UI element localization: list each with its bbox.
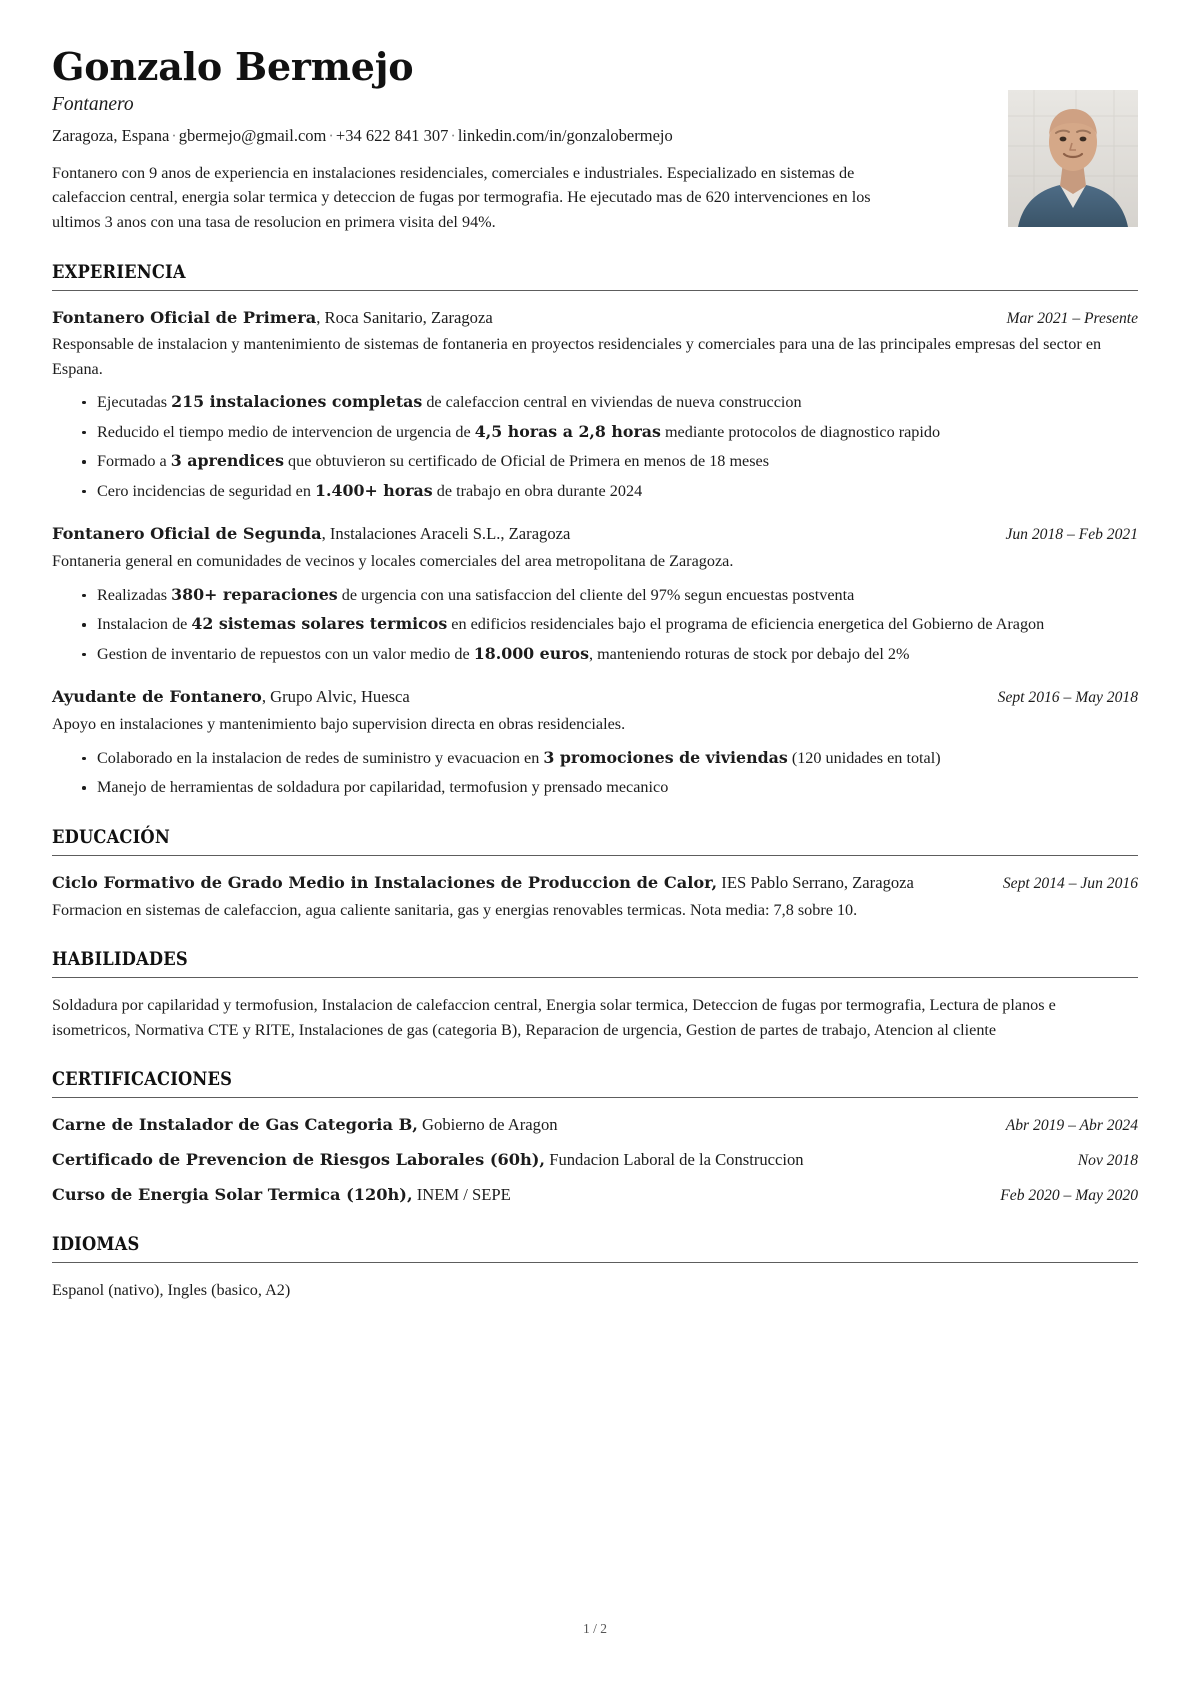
- section-title-certifications: CERTIFICACIONES: [52, 1068, 233, 1091]
- section-languages: [52, 1233, 1138, 1303]
- section-divider-skills: [52, 977, 1138, 978]
- bullet-text: de calefaccion central en viviendas de nueva construccion: [422, 392, 802, 411]
- education-entry-title: [52, 871, 989, 895]
- certification-row: [52, 1148, 1138, 1172]
- bullet-text: Formado a: [97, 452, 171, 471]
- bullet-text: mediante protocolos de diagnostico rapido: [660, 422, 941, 441]
- section-divider-experience: [52, 290, 1138, 291]
- bullet-highlight: 215 instalaciones completas: [171, 391, 423, 411]
- bullet-item: [80, 449, 1138, 474]
- education-entry-header: [52, 871, 1138, 895]
- experience-entry-description: Fontaneria general en comunidades de vecinos y locales comerciales del area metropolitana de Zaragoza.: [52, 552, 734, 571]
- experience-entry-header: [52, 685, 1138, 709]
- section-divider-certifications: [52, 1097, 1138, 1098]
- section-title-experience: EXPERIENCIA: [52, 260, 186, 283]
- section-divider-education: [52, 855, 1138, 856]
- header-text-block: [52, 46, 1138, 235]
- contact-separator-1: ·: [171, 126, 177, 146]
- experience-entry: [52, 522, 1138, 666]
- bullet-text: Colaborado en la instalacion de redes de suministro y evacuacion en: [97, 748, 544, 767]
- bullet-item: [80, 746, 1138, 771]
- experience-entry-header: [52, 306, 1138, 330]
- bullet-item: [80, 583, 1138, 608]
- experience-entry-description: Apoyo en instalaciones y mantenimiento bajo supervision directa en obras residenciales.: [52, 715, 626, 734]
- contact-separator-3: ·: [450, 126, 456, 146]
- experience-entry: [52, 685, 1138, 799]
- section-education: [52, 826, 1138, 922]
- section-experience: [52, 261, 1138, 800]
- experience-entry: [52, 306, 1138, 504]
- certification-issuer: Fundacion Laboral de la Construccion: [545, 1150, 804, 1170]
- profile-summary: Fontanero con 9 anos de experiencia en instalaciones residenciales, comerciales e industriales. Especializado en sistemas de calefaccion central, energia solar termica y deteccion de fugas por termografia. He ejecutado mas de 620 intervenciones en los ultimos 3 anos con una tasa de resolucion en primera visita del 94%.: [52, 163, 871, 231]
- certification-name: Certificado de Prevencion de Riesgos Laborales (60h),: [52, 1150, 546, 1170]
- bullet-item: [80, 775, 1138, 800]
- experience-job-title: Ayudante de Fontanero: [52, 687, 262, 707]
- bullet-text: que obtuvieron su certificado de Oficial de Primera en menos de 18 meses: [283, 452, 770, 471]
- page-footer: 1 / 2: [582, 1621, 607, 1636]
- education-entry: [52, 871, 1138, 922]
- section-title-education: EDUCACIÓN: [52, 825, 170, 848]
- certification-title: [52, 1113, 992, 1137]
- bullet-highlight: 42 sistemas solares termicos: [191, 614, 448, 634]
- education-entry-description: Formacion en sistemas de calefaccion, agua caliente sanitaria, gas y energias renovables termicas. Nota media: 7,8 sobre 10.: [52, 900, 858, 919]
- experience-bullet-list: [52, 583, 1138, 667]
- bullet-text: Reducido el tiempo medio de intervencion de urgencia de: [97, 422, 475, 441]
- bullet-highlight: 1.400+ horas: [315, 480, 433, 500]
- section-certifications: [52, 1068, 1138, 1206]
- bullet-text: Cero incidencias de seguridad en: [97, 481, 316, 500]
- section-title-languages: IDIOMAS: [52, 1232, 140, 1255]
- certification-date: Abr 2019 – Abr 2024: [1005, 1117, 1138, 1135]
- skills-list-text: Soldadura por capilaridad y termofusion, Instalacion de calefaccion central, Energia solar termica, Deteccion de fugas por termografia, Lectura de planos e isometricos, Normativa CTE y RITE, Instalaciones de gas (categoria B), Reparacion de urgencia, Gestion de partes de trabajo, Atencion al cliente: [52, 995, 1056, 1039]
- bullet-text: Ejecutadas: [97, 392, 172, 411]
- education-entry-date: Sept 2014 – Jun 2016: [1002, 874, 1138, 892]
- experience-entry-date: Mar 2021 – Presente: [1006, 309, 1138, 327]
- certification-row: [52, 1183, 1138, 1207]
- contact-email[interactable]: gbermejo@gmail.com: [178, 126, 327, 146]
- experience-bullet-list: [52, 390, 1138, 504]
- bullet-text: (120 unidades en total): [787, 748, 941, 767]
- bullet-item: [80, 479, 1138, 504]
- section-title-skills: HABILIDADES: [52, 947, 188, 970]
- section-divider-languages: [52, 1262, 1138, 1263]
- experience-entry-description: Responsable de instalacion y mantenimiento de sistemas de fontaneria en proyectos residenciales y comerciales para una de las principales empresas del sector en Espana.: [52, 335, 1102, 378]
- job-role-subtitle: Fontanero: [52, 94, 134, 116]
- profile-photo: [1008, 90, 1138, 227]
- bullet-item: [80, 390, 1138, 415]
- bullet-text: , manteniendo roturas de stock por debajo del 2%: [588, 644, 910, 663]
- experience-company: , Roca Sanitario, Zaragoza: [316, 307, 493, 327]
- page-title: Gonzalo Bermejo: [52, 44, 414, 89]
- bullet-text: Realizadas: [97, 585, 172, 604]
- bullet-highlight: 18.000 euros: [473, 643, 589, 663]
- section-skills: [52, 948, 1138, 1042]
- bullet-highlight: 380+ reparaciones: [171, 584, 338, 604]
- contact-separator-2: ·: [328, 126, 334, 146]
- contact-location: Zaragoza, Espana: [52, 126, 170, 146]
- education-institution: IES Pablo Serrano, Zaragoza: [717, 872, 914, 892]
- experience-entry-title: [52, 522, 991, 546]
- bullet-highlight: 3 aprendices: [170, 451, 284, 471]
- experience-entry-header: [52, 522, 1138, 546]
- certification-date: Nov 2018: [1077, 1152, 1138, 1170]
- resume-header: [52, 46, 1138, 235]
- experience-job-title: Fontanero Oficial de Segunda: [52, 524, 322, 544]
- experience-job-title: Fontanero Oficial de Primera: [52, 307, 317, 327]
- certification-name: Carne de Instalador de Gas Categoria B,: [52, 1115, 418, 1135]
- bullet-text: Manejo de herramientas de soldadura por capilaridad, termofusion y prensado mecanico: [97, 778, 669, 797]
- experience-entry-date: Sept 2016 – May 2018: [997, 689, 1138, 707]
- bullet-text: Gestion de inventario de repuestos con un valor medio de: [97, 644, 474, 663]
- certification-title: [52, 1183, 986, 1207]
- bullet-text: de urgencia con una satisfaccion del cliente del 97% segun encuestas postventa: [337, 585, 855, 604]
- bullet-highlight: 3 promociones de viviendas: [543, 747, 788, 767]
- certification-issuer: INEM / SEPE: [412, 1184, 511, 1204]
- certification-row: [52, 1113, 1138, 1137]
- certification-title: [52, 1148, 1064, 1172]
- contact-linkedin[interactable]: linkedin.com/in/gonzalobermejo: [457, 126, 673, 146]
- contact-line: [52, 125, 948, 147]
- contact-phone[interactable]: +34 622 841 307: [335, 126, 449, 146]
- bullet-item: [80, 642, 1138, 667]
- experience-entry-title: [52, 306, 992, 330]
- bullet-text: de trabajo en obra durante 2024: [432, 481, 643, 500]
- certification-name: Curso de Energia Solar Termica (120h),: [52, 1184, 413, 1204]
- experience-bullet-list: [52, 746, 1138, 800]
- certification-date: Feb 2020 – May 2020: [1000, 1186, 1138, 1204]
- bullet-text: Instalacion de: [97, 615, 192, 634]
- certification-issuer: Gobierno de Aragon: [417, 1115, 558, 1135]
- experience-company: , Grupo Alvic, Huesca: [261, 687, 410, 707]
- bullet-item: [80, 612, 1138, 637]
- experience-company: , Instalaciones Araceli S.L., Zaragoza: [321, 524, 571, 544]
- experience-entry-title: [52, 685, 984, 709]
- education-degree: Ciclo Formativo de Grado Medio in Instalaciones de Produccion de Calor,: [52, 872, 718, 892]
- bullet-item: [80, 420, 1138, 445]
- languages-text: Espanol (nativo), Ingles (basico, A2): [52, 1280, 291, 1299]
- bullet-highlight: 4,5 horas a 2,8 horas: [474, 421, 661, 441]
- bullet-text: en edificios residenciales bajo el programa de eficiencia energetica del Gobierno de Aragon: [447, 615, 1045, 634]
- experience-entry-date: Jun 2018 – Feb 2021: [1005, 526, 1138, 544]
